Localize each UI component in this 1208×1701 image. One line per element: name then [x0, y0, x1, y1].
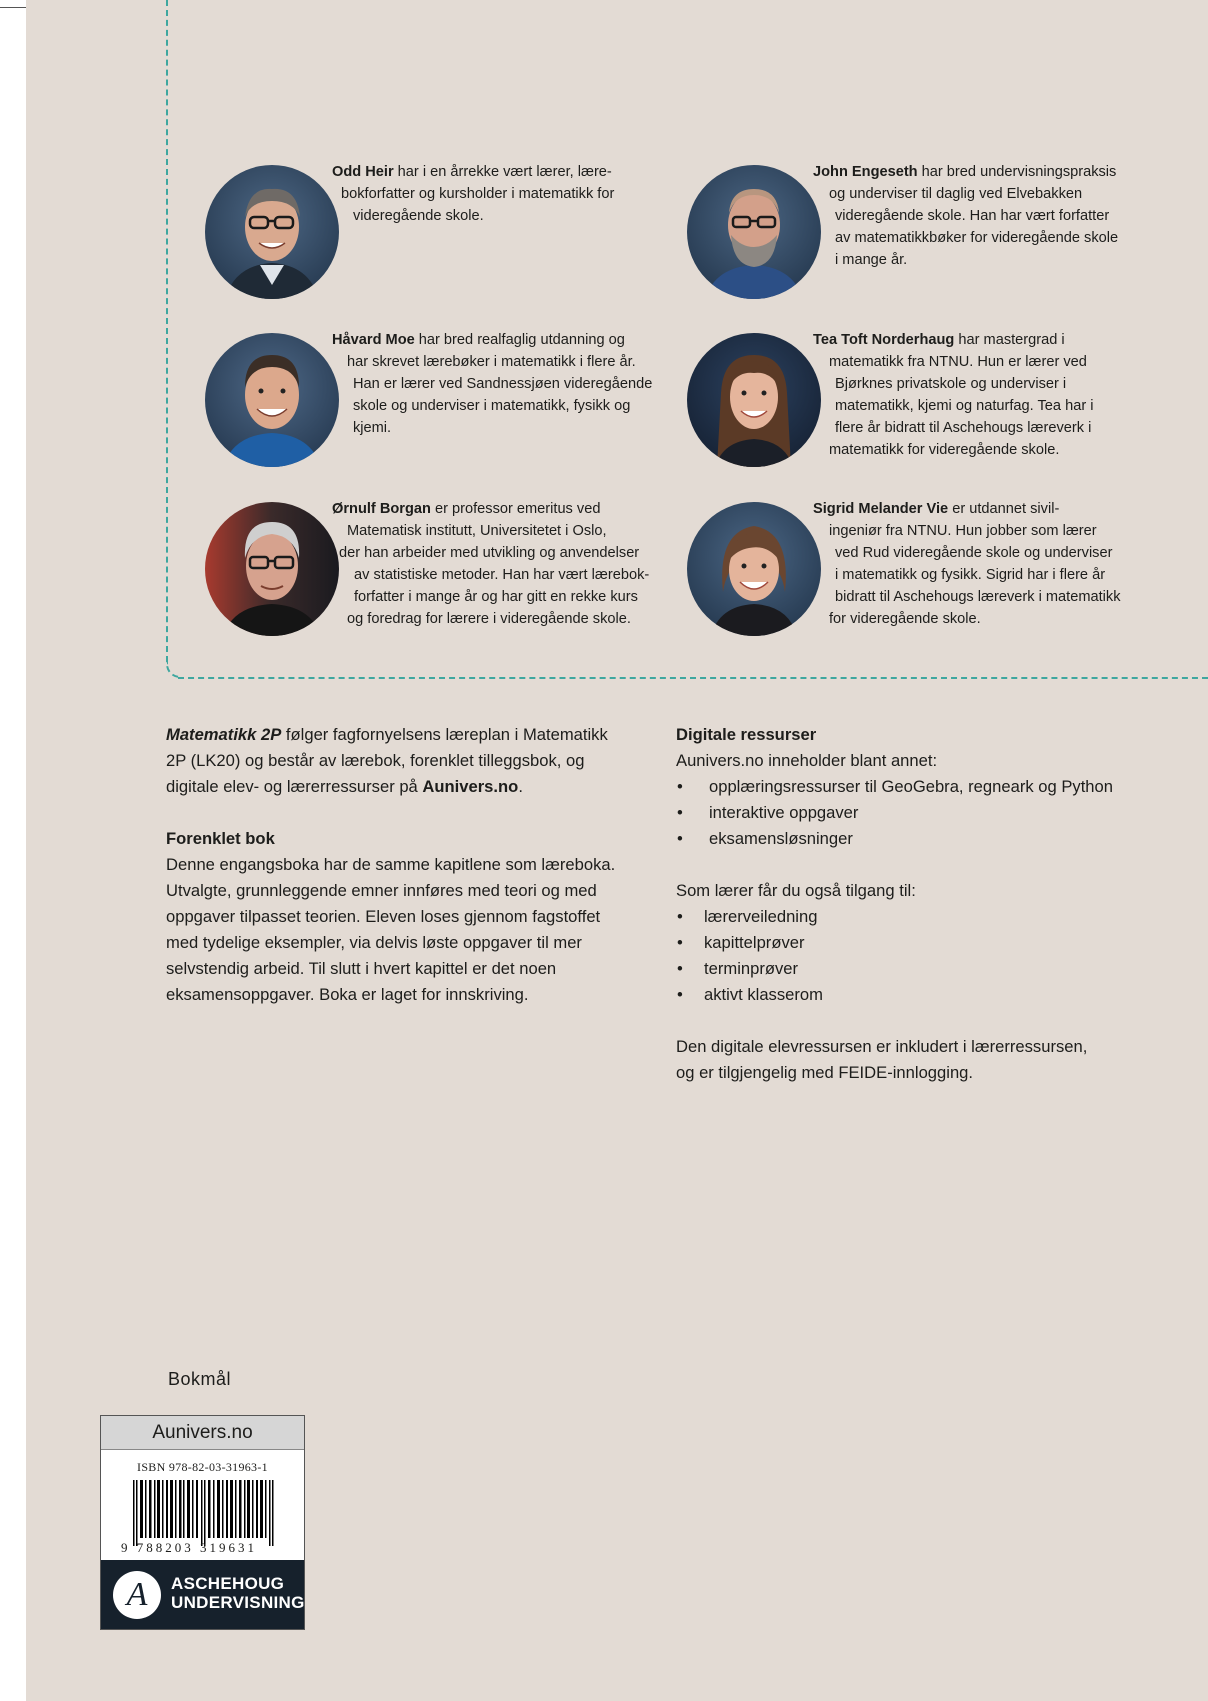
- book-title: Matematikk 2P: [166, 725, 282, 744]
- language-label: Bokmål: [168, 1369, 232, 1389]
- author-bio-tea-toft-norderhaug: Tea Toft Norderhaug har mastergrad i matematikk fra NTNU. Hun er lærer ved Bjørknes privatskole og underviser i matematikk, kjemi og naturfag. Tea har i flere år bidratt til Aschehougs læreverk i matematikk for videregående skole.: [813, 332, 1094, 458]
- digital-resources-intro: Aunivers.no inneholder blant annet:: [676, 751, 938, 770]
- author-bio-ornulf-borgan: Ørnulf Borgan er professor emeritus ved Matematisk institutt, Universitetet i Oslo, der han arbeider med utvikling og anvendelser av statistiske metoder. Han har vært lærebok- forfatter i mange år og har gitt en rekke kurs og foredrag for lærere i videregående skole.: [332, 501, 650, 627]
- list-item: • opplæringsressurser til GeoGebra, regneark og Python: [676, 774, 1196, 800]
- digital-closing-paragraph: Den digitale elevressursen er inkludert i lærerressursen, og er tilgjengelig med FEIDE-innlogging.: [676, 1037, 1088, 1082]
- list-item: • terminprøver: [676, 956, 1196, 982]
- author-bio-john-engeseth: John Engeseth har bred undervisningspraksis og underviser til daglig ved Elvebakken videregående skole. Han har vært forfatter av matematikkbøker for videregående skole i mange år.: [813, 164, 1119, 268]
- author-name: Sigrid Melander Vie: [813, 501, 949, 517]
- author-bio-odd-heir: Odd Heir har i en årrekke vært lærer, lære- bokforfatter og kursholder i matematikk for videregående skole.: [332, 164, 615, 224]
- author-photo-tea-toft-norderhaug: [687, 333, 821, 467]
- barcode-digits: 9 788203 319631: [121, 1540, 257, 1555]
- portrait-photo-icon: [687, 502, 821, 636]
- simplified-book-heading: Forenklet bok: [166, 829, 275, 848]
- portrait-photo-icon: [687, 165, 821, 299]
- list-item: • aktivt klasserom: [676, 982, 1196, 1008]
- author-photo-havard-moe: [205, 333, 339, 467]
- portrait-photo-icon: [687, 333, 821, 467]
- publisher-name: ASCHEHOUG UNDERVISNING: [171, 1574, 305, 1612]
- isbn-number: ISBN 978-82-03-31963-1: [137, 1460, 268, 1474]
- author-bio-havard-moe: Håvard Moe har bred realfaglig utdanning og har skrevet lærebøker i matematikk i flere år. Han er lærer ved Sandnessjøen videregående skole og underviser i matematikk, fysikk og kjemi.: [332, 332, 653, 436]
- list-item: • interaktive oppgaver: [676, 800, 1196, 826]
- teacher-access-intro: Som lærer får du også tilgang til:: [676, 881, 916, 900]
- portrait-photo-icon: [205, 165, 339, 299]
- aunivers-site-label: Aunivers.no: [101, 1416, 304, 1450]
- author-name: Odd Heir: [332, 164, 394, 180]
- author-bio-sigrid-melander-vie: Sigrid Melander Vie er utdannet sivil- ingeniør fra NTNU. Hun jobber som lærer ved Rud videregående skole og underviser i matematikk og fysikk. Sigrid har i flere år bidratt til Aschehougs læreverk i matematikk for videregående skole.: [813, 501, 1121, 627]
- aunivers-link[interactable]: Aunivers.no: [422, 777, 519, 796]
- author-name: Håvard Moe: [332, 332, 415, 348]
- author-photo-sigrid-melander-vie: [687, 502, 821, 636]
- author-photo-odd-heir: [205, 165, 339, 299]
- aschehoug-a-logo-icon: A: [113, 1571, 161, 1619]
- list-item: • kapittelprøver: [676, 930, 1196, 956]
- dashed-border-horizontal: [178, 677, 1208, 679]
- portrait-photo-icon: [205, 502, 339, 636]
- intro-paragraph: Matematikk 2P følger fagfornyelsens læreplan i Matematikk 2P (LK20) og består av lærebok, forenklet tilleggsbok, og digitale elev- og lærerressurser på Aunivers.no.: [166, 725, 608, 796]
- portrait-photo-icon: [205, 333, 339, 467]
- author-photo-john-engeseth: [687, 165, 821, 299]
- dashed-border-vertical: [166, 0, 168, 662]
- intro-section: [166, 722, 636, 1008]
- page-edge-strip: [0, 0, 26, 1701]
- digital-resources-list: [676, 774, 1196, 852]
- publisher-banner: [101, 1560, 304, 1629]
- author-photo-ornulf-borgan: [205, 502, 339, 636]
- author-name: Ørnulf Borgan: [332, 501, 431, 517]
- dashed-border-corner: [166, 662, 180, 678]
- digital-resources-heading: Digitale ressurser: [676, 725, 817, 744]
- digital-resources-section: [676, 722, 1196, 1086]
- list-item: • lærerveiledning: [676, 904, 1196, 930]
- author-name: Tea Toft Norderhaug: [813, 332, 955, 348]
- teacher-resources-list: [676, 904, 1196, 1008]
- crop-mark: [0, 7, 26, 8]
- list-item: • eksamensløsninger: [676, 826, 1196, 852]
- isbn-box: [100, 1415, 305, 1630]
- author-name: John Engeseth: [813, 164, 918, 180]
- simplified-book-paragraph: Denne engangsboka har de samme kapitlene som læreboka. Utvalgte, grunnleggende emner innføres med teori og med oppgaver tilpasset teorien. Eleven loses gjennom fagstoffet med tydelige eksempler, via delvis løste oppgaver til mer selvstendig arbeid. Til slutt i hvert kapittel er det noen eksamensoppgaver. Boka er laget for innskriving.: [166, 855, 616, 1004]
